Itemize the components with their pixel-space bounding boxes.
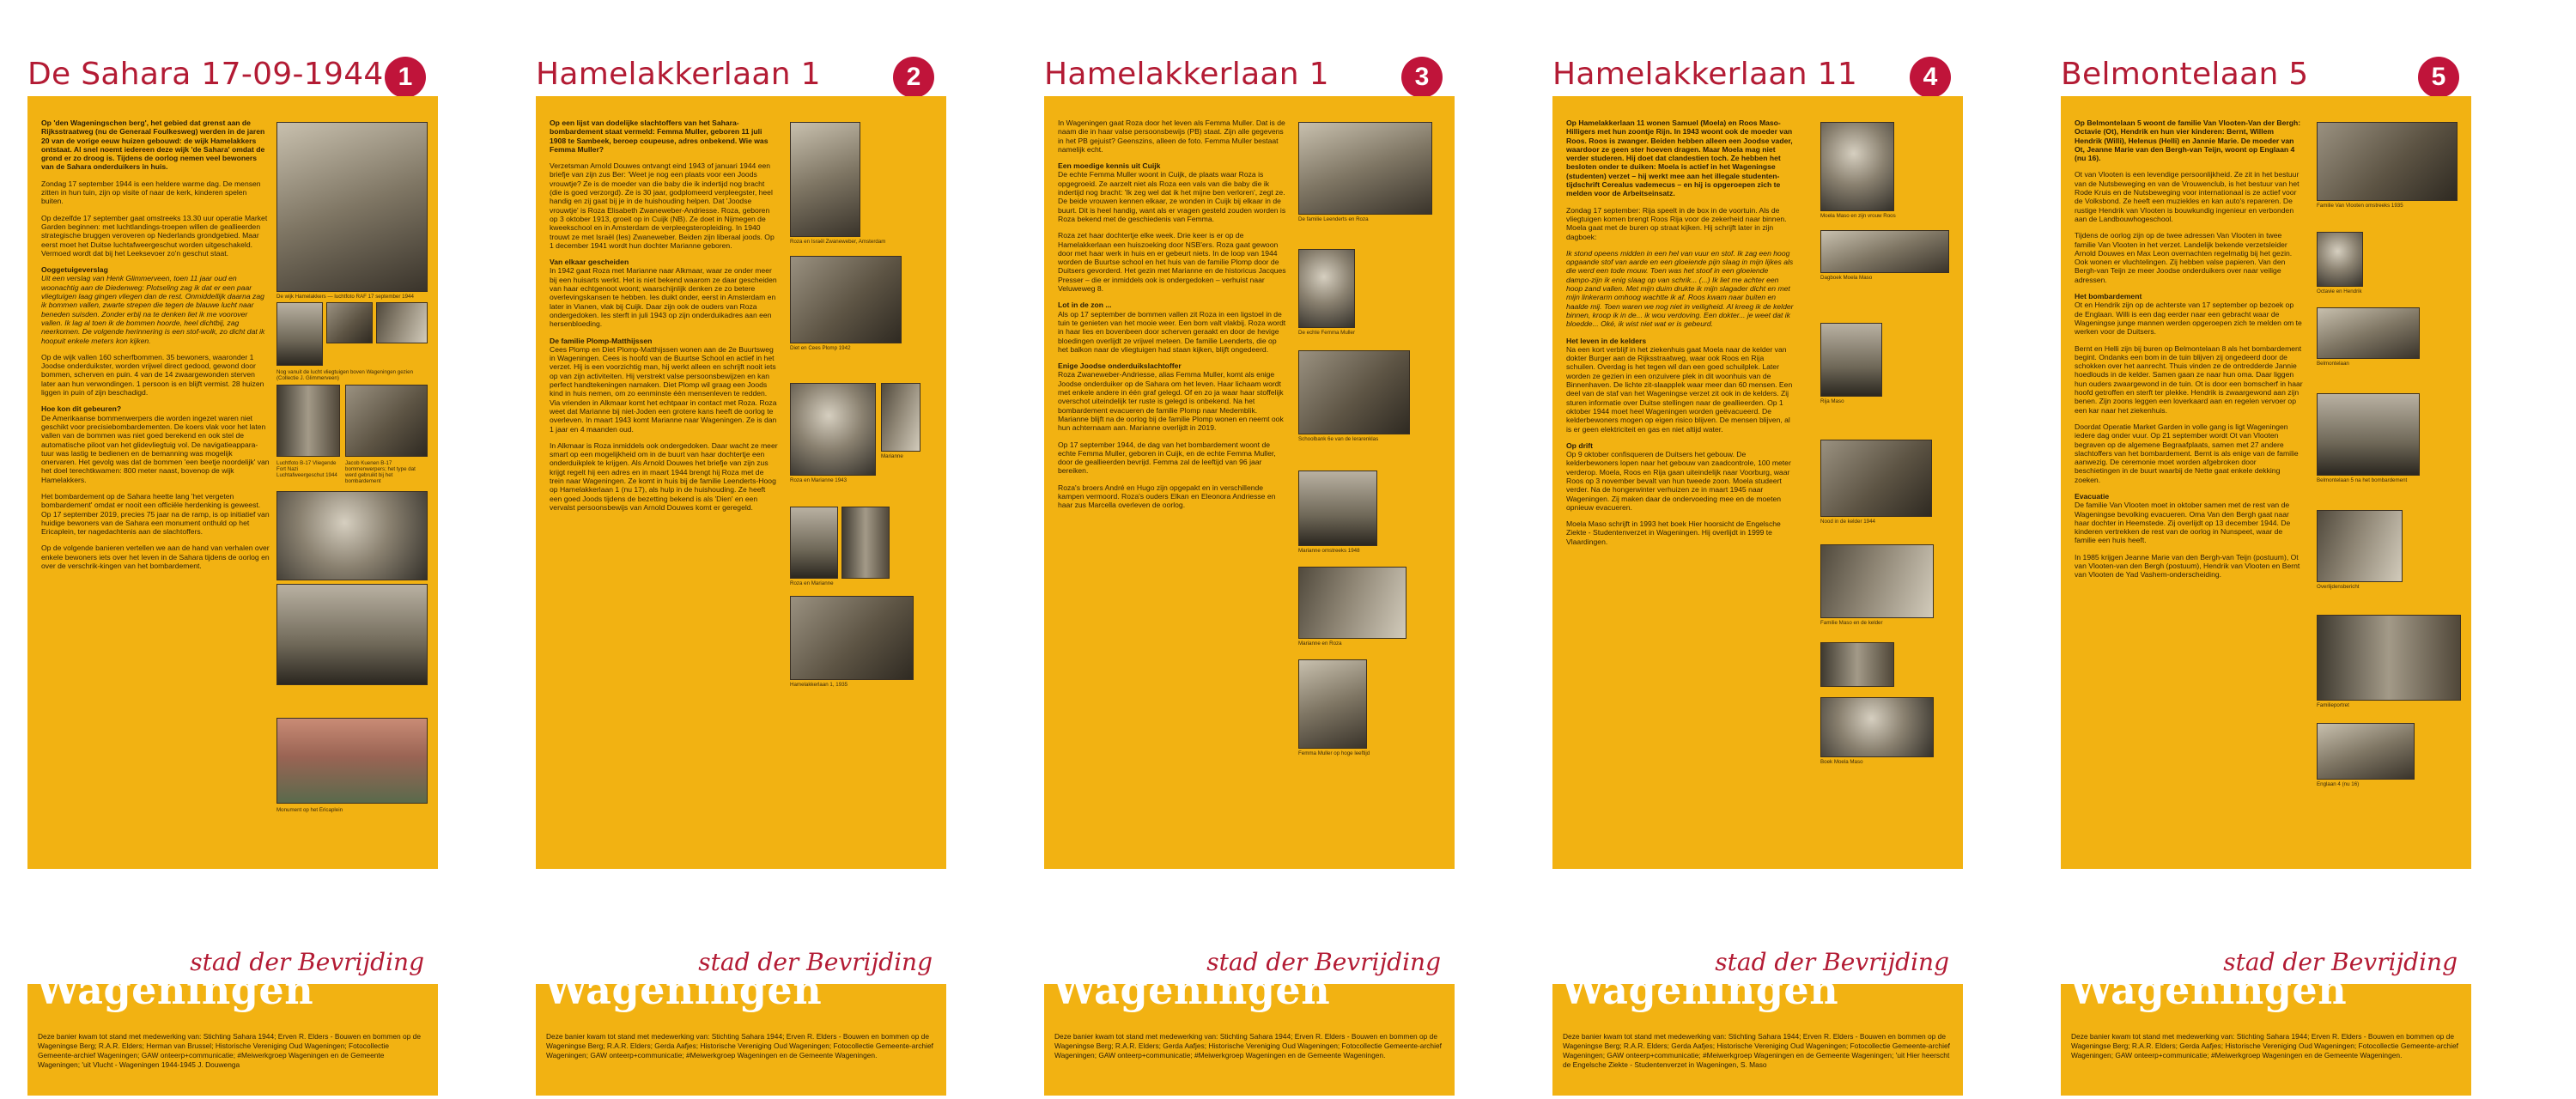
- house-photo: [2317, 723, 2415, 780]
- brand-logo-text: Wageningen: [1561, 967, 1839, 1013]
- couple-photo: [790, 256, 902, 343]
- section-heading: Hoe kon dit gebeuren?: [41, 404, 122, 414]
- paragraph: Doordat Operatie Market Garden in volle gang is ligt Wageningen iedere dag onder vuur. Op 21 september wordt Ot van Vlooten begraven op de algemene Begraafplaats, samen met 27 andere slachtoffers van het bombardement. Bernt is als enige van de familie aanwezig. De ceremonie moet worden afgebroken door beschietingen in de buurt waarbij de Nette gaat enkele dekking zoeken.: [2075, 422, 2299, 484]
- tagline: stad der Bevrijding: [2223, 948, 2458, 976]
- banner-text: [1566, 118, 1795, 857]
- paragraph: Zondag 17 september 1944 is een heldere warme dag. De mensen zitten in hun tuin, zijn op visite of naar de kerk, kinderen spelen buiten.: [41, 179, 261, 206]
- banner-header: [2061, 57, 2471, 100]
- paragraph: De echte Femma Muller woont in Cuijk, de plaats waar Roza is opgegroeid. Ze aarzelt niet als Roza een vals van die baby die ik indertijd nog bracht: 'Ik zeg wel dat ik het mijne ben verloren', zegt ze. De beide vrouwen kennen elkaar, ze wonden in Cuijk bij elkaar in de buurt. Dit is heel handig, want als er vragen gesteld zouden worden is Roza bekend met de geschiedenis van Femma.: [1058, 170, 1286, 223]
- paragraph: Ot van Vlooten is een levendige persoonlijkheid. Ze zit in het bestuur van de Nutsbeweging en van de Vrouwenclub, is het bestuur van het Rode Kruis en de Nutsbeweging voor internationaal is ze actief voor de Volksbond. Ze heeft een muziekles en kan auto's repareren. De rustige Hendrik van Vlooten is bouwkundig ingenieur en verbonden aan de Landbouwhogeschool.: [2075, 170, 2300, 223]
- portrait-photo: [790, 383, 876, 476]
- banner-board: [2061, 96, 2471, 869]
- photo-caption: Belmontelaan 5 na het bombardement: [2317, 477, 2408, 483]
- paragraph: Ik stond opeens midden in een hel van vuur en stof. Ik zag een hoog opgaande stof van aarde en een gloeiende pijn slaag in mijn lijkes als die werd een tode mouw. Toen was het stoof in een gloeiende dampo-zijn ik enig slaag op van schrik... (...) Ik liet me achter een hoop zand vallen. Met mijn duim drukte ik mijn slagader dicht en met mijn linkerarm omhoog wachtte ik af. Roos kwam naar buiten en haalde mij. Toen waren we nog niet in veiligheid. Al kreeg ik de kelder binnen, kroop ik in de... ik wou verdoving. Een dokter... je weet dat ik bloedde... Oké, ik wist niet wat er is gebeurd.: [1566, 248, 1794, 329]
- tagline: stad der Bevrijding: [1206, 948, 1441, 976]
- credits-text: Deze banier kwam tot stand met medewerking van: Stichting Sahara 1944; Erven R. Elders - Bouwen en bommen op de Wageningse Berg; R.A.R. Elders; Gerda Aafjes; Historische Vereniging Oud Wageningen; Fotocollectie Gemeente-archief Wageningen; GAW onteerp+communicatie; #Meiwerkgroep Wageningen en de Gemeente Wageningen.: [546, 1032, 933, 1060]
- aircraft-photo: [276, 385, 340, 457]
- banner-number-badge: 5: [2418, 57, 2459, 98]
- paragraph: Roza's broers André en Hugo zijn opgepakt en in verschillende kampen vermoord. Roza's ouders Elkan en Eleonora Andriesse en haar zus Marcella overleven de oorlog.: [1058, 483, 1276, 510]
- paragraph: Op 9 oktober confisqueren de Duitsers het gebouw. De kelderbewoners lopen naar het gebouw van zaadcontrole, 100 meter verderop. Moela, Roos en Rija gaan uiteindelijk naar Voorburg, waar Roos op 3 november bevalt van hun tweede zoon. Moela studeert verder. Na de hongerwinter verhuizen ze in maart 1945 naar Wageningen. Zij maken daar de ondervoeding mee en de moeten opnieuw evacueren.: [1566, 450, 1791, 512]
- photo-caption: Familieportret: [2317, 702, 2349, 708]
- photo-caption: Roza en Marianne 1943: [790, 477, 848, 483]
- section-heading: Het leven in de kelders: [1566, 336, 1647, 345]
- banner-board: [1044, 96, 1455, 869]
- photo-caption: Marianne omstreeks 1948: [1298, 548, 1360, 554]
- banner-board: [27, 96, 438, 869]
- photo-caption: Moela Maso en zijn vrouw Roos: [1820, 213, 1896, 219]
- paragraph: Als op 17 september de bommen vallen zit Roza in een ligstoel in de tuin te genieten van het mooie weer. Een bom valt vlakbij. Roza wordt in haar lies en bovenbeen door scherven geraakt en door de hevige bloedingen overlijdt ze vrijwel meteen. De familie Leenderts, die op het balkon naar de vliegtuigen had staan kijken, blijft ongedeerd.: [1058, 309, 1286, 354]
- banner-number-badge: 4: [1910, 57, 1951, 98]
- banner-4: [1552, 0, 1963, 1099]
- monument-photo: [276, 718, 428, 804]
- photo-caption: Marianne en Roza: [1298, 641, 1342, 647]
- document-photo: [1820, 230, 1949, 273]
- paragraph: Op dezelfde 17 september gaat omstreeks 13.30 uur operatie Market Garden beginnen: met luchtlandings-troepen willen de geallieerden strategische bruggen veroveren op Nederlands grondgebied. Maar eerst moet het Duitse luchtafweergeschut worden uitgeschakeld. Vermoed wordt dat bij het Leeksevoer zo'n geschut staat.: [41, 213, 268, 258]
- paragraph: In 1942 gaat Roza met Marianne naar Alkmaar, waar ze onder meer bij een huisarts werkt. Het is niet bekend waarom ze daar gescheiden van haar echtgenoot woont; waarschijnlijk denken ze zo betere overlevingskansen te hebben. Ies duikt onder, eerst in Amsterdam en later in Vianen, vlak bij Cuijk. Daar zijn ook de ouders van Roza ondergedoken. Ies sterft in juli 1943 op zijn onderduikadres aan een hersenbloeding.: [550, 266, 777, 329]
- banner-5: [2061, 0, 2471, 1099]
- house-photo: [790, 596, 914, 680]
- house-photo: [2317, 307, 2420, 359]
- child-photo: [1820, 323, 1882, 397]
- tagline: stad der Bevrijding: [1715, 948, 1949, 976]
- brand-logo-text: Wageningen: [2069, 967, 2348, 1013]
- banner-title: Hamelakkerlaan 1: [536, 57, 821, 92]
- paragraph: Op de volgende banieren vertellen we aan de hand van verhalen over enkele bewoners iets over het leven in de Sahara tijdens de oorlog en over de verschrik-kingen van het bombardement.: [41, 543, 270, 571]
- paragraph: Op 17 september 1944, de dag van het bombardement woont de echte Femma Muller, geboren in Cuijk, en de echte Femma Muller, door de geallieerden bevrijd. Femma zal de leeftijd van 96 jaar bereiken.: [1058, 440, 1276, 476]
- lead-paragraph: Op een lijst van dodelijke slachtoffers van het Sahara-bombardement staat vermeld: Femma Muller, geboren 11 juli 1908 te Sambeek, beroep coupeuse, adres onbekend. Wie was Femma Muller?: [550, 118, 769, 154]
- photo-caption: Familie Maso en de kelder: [1820, 620, 1883, 626]
- banner-header: [536, 57, 946, 100]
- banner-title: Belmontelaan 5: [2061, 57, 2309, 92]
- portrait-photo: [1820, 122, 1894, 211]
- family-photo: [2317, 122, 2458, 201]
- photo-caption: Nood in de kelder 1944: [1820, 519, 1875, 525]
- photo-caption: Nog vanuit de lucht vliegtuigen boven Wageningen gezien (Collectie J. Glimmerveen): [276, 369, 414, 381]
- family-photo: [1298, 567, 1406, 639]
- brand-logo-text: Wageningen: [36, 967, 314, 1013]
- tagline: stad der Bevrijding: [698, 948, 933, 976]
- family-photo: [2317, 615, 2461, 701]
- photo-caption: Femma Muller op hoge leeftijd: [1298, 750, 1370, 756]
- banner-number-badge: 2: [893, 57, 934, 98]
- tagline: stad der Bevrijding: [190, 948, 424, 976]
- ruins-photo: [276, 584, 428, 685]
- portrait-photo: [841, 507, 890, 579]
- section-heading: Evacuatie: [2075, 491, 2110, 501]
- lead-paragraph: In Wageningen gaat Roza door het leven als Femma Muller. Dat is de naam die in haar valse persoonsbewijs (PB) staat. Zijn alle gegevens in het PB gejuist? Geenszins, alleen de foto. Femma Muller bestaat namelijk echt.: [1058, 118, 1285, 154]
- building-photo: [1820, 544, 1934, 618]
- portrait-photo: [1298, 659, 1367, 749]
- lead-paragraph: Op Hamelakkerlaan 11 wonen Samuel (Moela) en Roos Maso-Hilligers met hun zoontje Rijn. In 1943 woont ook de moeder van Roos. Roos is zwanger. Beiden hebben alleen een Joodse vader, waardoor ze geen ster hoeven dragen. Maar Moela mag niet verder studeren. Hij doet dat clandestien toch. Ze hebben het besloten onder te duiken: Moela is actief in het Wageningse (studenten) verzet – hij werkt mee aan het illegale studenten-tijdschrift Cerealus vademecus – en hij is opgeroepen zich te melden voor de Arbeitseinsatz.: [1566, 118, 1793, 198]
- group-photo: [1298, 122, 1432, 215]
- photo-caption: Marianne: [881, 453, 903, 459]
- child-photo: [1298, 471, 1377, 546]
- paragraph: Roza zet haar dochtertje elke week. Drie keer is er op de Hamelakkerlaan een huiszoeking door NSB'ers. Roza gaat gewoon door met haar werk in huis en er gebeurt niets. In de loop van 1944 worden de Buurtse school en het huis van de familie Plomp door de Duitsers gevorderd. Het gezin met Marianne en de historicus Jacques Presser – die er inmiddels ook is ondergedoken – verhuist naar Veluweweg 8.: [1058, 231, 1286, 294]
- photo-caption: De echte Femma Muller: [1298, 330, 1356, 336]
- brand-logo-text: Wageningen: [544, 967, 823, 1013]
- section-heading: Op drift: [1566, 440, 1594, 450]
- street-photo: [1820, 697, 1934, 757]
- photo-caption: Schoolbank 6e van de lerarenklas: [1298, 436, 1379, 442]
- ruins-photo: [276, 491, 428, 580]
- photo-caption: Octavie en Hendrik: [2317, 288, 2362, 294]
- lead-paragraph: Op Belmontelaan 5 woont de familie Van Vlooten-Van der Bergh: Octavie (Ot), Hendrik en hun vier kinderen: Bernt, Willem Hendrik (Willi), Helenus (Helli) en Jannie Marie. De moeder van Ot, Jeanne Marie van den Bergh-van Teijn, woont op Englaan 4 (nu 16).: [2075, 118, 2301, 163]
- banner-title: De Sahara 17-09-1944: [27, 57, 384, 92]
- banner-board: [536, 96, 946, 869]
- book-photo: [1820, 642, 1894, 687]
- paragraph: Op de wijk vallen 160 scherfbommen. 35 bewoners, waaronder 1 Joodse onderduikster, worden vrijwel direct gedood, gewond door bommen, scherven en puin. 4 van de 14 zwaargewonden sterven later aan hun verwondingen. 1 persoon is en blijft vermist. 28 huizen liggen in puin of zijn beschadigd.: [41, 352, 264, 398]
- photo-caption: Luchtfoto B-17 Vliegende Fort Nazi Luchtafweergeschut 1944: [276, 460, 337, 478]
- banner-footer: [27, 967, 438, 1096]
- banner-1: [27, 0, 438, 1099]
- credits-text: Deze banier kwam tot stand met medewerking van: Stichting Sahara 1944; Erven R. Elders - Bouwen en bommen op de Wageningse Berg; R.A.R. Elders; Gerda Aafjes; Historische Vereniging Oud Wageningen; Fotocollectie Gemeente-archief Wageningen; GAW onteerp+communicatie; #Meiwerkgroep Wageningen en de Gemeente Wageningen; 'uit Hier heerscht de Engelsche Ziekte - Studentenverzet in Wageningen, S. Maso: [1563, 1032, 1950, 1069]
- banner-number-badge: 3: [1401, 57, 1443, 98]
- school-photo: [1298, 350, 1410, 434]
- document-photo: [2317, 510, 2403, 582]
- section-heading: Enige Joodse onderduikslachtoffer: [1058, 361, 1182, 371]
- banner-3: [1044, 0, 1455, 1099]
- credits-text: Deze banier kwam tot stand met medewerking van: Stichting Sahara 1944; Erven R. Elders - Bouwen en bommen op de Wageningse Berg; R.A.R. Elders; Herman van Brussel; Historische Vereniging Oud Wageningen; Fotocollectie Gemeente-archief Wageningen; GAW onteerp+communicatie; #Meiwerkgroep Wageningen en de Gemeente Wageningen; 'uit Vlucht - Wageningen 1944-1945 J. Douwenga: [38, 1032, 421, 1069]
- credits-text: Deze banier kwam tot stand met medewerking van: Stichting Sahara 1944; Erven R. Elders - Bouwen en bommen op de Wageningse Berg; R.A.R. Elders; Gerda Aafjes; Historische Vereniging Oud Wageningen; Fotocollectie Gemeente-archief Wageningen; GAW onteerp+communicatie; #Meiwerkgroep Wageningen en de Gemeente Wageningen.: [1054, 1032, 1442, 1060]
- banner-header: [1552, 57, 1963, 100]
- credits-text: Deze banier kwam tot stand met medewerking van: Stichting Sahara 1944; Erven R. Elders - Bouwen en bommen op de Wageningse Berg; R.A.R. Elders; Gerda Aafjes; Historische Vereniging Oud Wageningen; Fotocollectie Gemeente-archief Wageningen; GAW onteerp+communicatie; #Meiwerkgroep Wageningen en de Gemeente Wageningen.: [2071, 1032, 2458, 1060]
- banner-footer: [536, 967, 946, 1096]
- section-heading: De familie Plomp-Matthijssen: [550, 336, 653, 345]
- paragraph: In Alkmaar is Roza inmiddels ook ondergedoken. Daar wacht ze meer smart op een mogelijkheid om in de buurt van haar dochtertje een onderduikplek te krijgen. Als Arnold Douwes het briefje van zijn zus krijgt regelt hij een adres en in maart 1944 brengt hij Roza met de trein naar Wageningen. Ze komt in huis bij de familie Leenderts-Hoog op Hamelakkerlaan 1 (nu 17), als hulp in de huishouding. Ze heeft een goed Joods tijdens de bezetting bekend is als 'Dien' en een vervalst persoonsbewijs van Arnold Douwes komt er geregeld.: [550, 440, 778, 512]
- banner-footer: [2061, 967, 2471, 1096]
- photo-caption: Familie Van Vlooten omstreeks 1935: [2317, 203, 2403, 209]
- aerial-photo: [276, 122, 428, 292]
- photo-caption: Boek Moela Maso: [1820, 759, 1863, 765]
- photo-caption: Diet en Cees Plomp 1942: [790, 345, 851, 351]
- photo-caption: De familie Leenderts en Roza: [1298, 216, 1369, 222]
- photo-caption: Roza en Israël Zwaneweber, Amsterdam: [790, 239, 886, 245]
- paragraph: Na een kort verblijf in het ziekenhuis gaat Moela naar de kelder van dokter Burger aan de Rijksstraatweg, waar ook Roos en Rija schuilen. Overdag is het tegen wil dan een goed schuilplek. Later worden ze gezien in een onzuivere plek in dit woonhuis van de Binnenhaven. De lichte zit-slaapplek waar meer dan 60 mensen. Een deel van de staf van het Wageningse verzet zit ook in de kelders. Zij sturen informatie over Duitse stellingen naar de geallieerden. Op 1 oktober 1944 moet heel Wageningen worden geëvacueerd. De kelderbewoners mogen op eigen risico blijven. De mensen blijven, al is er geen elektriciteit en gas en niet altijd water.: [1566, 344, 1793, 434]
- section-heading: Het bombardement: [2075, 292, 2142, 301]
- banner-text: [41, 118, 270, 857]
- photo-caption: Roza en Marianne: [790, 580, 834, 586]
- paragraph: Ot en Hendrik zijn op de achterste van 17 september op bezoek op de Englaan. Willi is een dag eerder naar een gebracht waar de Wageningse junge mannen werden opgeroepen zich te melden om te werken voor de Duitsers.: [2075, 301, 2302, 337]
- planes-photo: [326, 302, 373, 343]
- section-heading: Lot in de zon ...: [1058, 301, 1112, 310]
- paragraph: Tijdens de oorlog zijn op de twee adressen Van Vlooten in twee familie Van Vlooten in het verzet. Landelijk bekende verzetsleider Arnold Douwes en Max Leon overnachten regelmatig bij het gezin. Ook wonen er vluchtelingen. Zij hebben valse papieren. Van den Bergh-van Teijn ze meer Joodse onderduikers over naar veilige adressen.: [2075, 231, 2293, 284]
- photo-caption: Hamelakkerlaan 1, 1935: [790, 682, 848, 688]
- paragraph: Roza Zwaneweber-Andriesse, alias Femma Muller, komt als enige Joodse onderduiker op de Sahara om het leven. Haar lichaam wordt met enkele andere in één graf gelegd. Of en zo ja waar haar stoffelijk overschot uiteindelijk ter ruste is gelegd is onbekend. Na het bombardement evacueren de familie Plomp naar Medemblik. Marianne blijft na de oorlog bij de familie Plomp wonen en neemt ook hun achternaam aan. Marianne overlijdt in 2019.: [1058, 370, 1284, 433]
- paragraph: Moela Maso schrijft in 1993 het boek Hier hoorsicht de Engelsche Ziekte - Studentenverzet in Wageningen. Hij overlijdt in 1999 te Vlaardingen.: [1566, 519, 1781, 546]
- planes-photo: [376, 302, 428, 343]
- paragraph: Zondag 17 september: Rija speelt in de box in de voortuin. Als de vliegtuigen komen brengt Roos Rija voor de zekerheid naar binnen. Moela gaat met de buren op straat kijken. Hij schrijft later in zijn dagboek:: [1566, 205, 1787, 241]
- lead-paragraph: Op 'den Wageningschen berg', het gebied dat grenst aan de Rijksstraatweg (nu de Generaal Foulkesweg) werden in de jaren 20 van de vorige eeuw huizen gebouwd: de wijk Hamelakkers ontstaat. Al snel noemt iedereen deze wijk 'de Sahara' omdat de grond er zo droog is. Tijdens de oorlog nemen veel bewoners van de Sahara onderduikers in huis.: [41, 118, 265, 172]
- paragraph: De familie Van Vlooten moet in oktober samen met de rest van de Wageningse bevolking evacueren. Oma Van den Bergh gaat naar haar dochter in Heemstede. Zij overlijdt op 13 december 1944. De kinderen vertrekken de rest van de oorlog in Nunspeet, waar de familie een huis heeft.: [2075, 501, 2291, 545]
- portrait-photo: [1298, 249, 1355, 328]
- paragraph: Verzetsman Arnold Douwes ontvangt eind 1943 of januari 1944 een briefje van zijn zus Ber: 'Weet je nog een plaats voor een Joods vrouwtje? Ze is de moeder van die baby die ik indertijd nog bracht (die is goed verzorgd). Ze is 30 jaar, godplomeerd verpleegster, heel handig en zij gaat bij je in de huishouding helpen. Dat 'Joodse vrouwtje' is Roza Elisabeth Zwaneweber-Andriesse. Roza, geboren op 3 oktober 1913, groeit op in Cuijk (NB). Ze doet in Nijmegen de kweekschool en in Amsterdam de verpleegsteropleiding. In 1940 trouwt ze met Israël (Ies) Zwaneweber. Beiden zijn liberaal joods. Op 1 december 1941 wordt hun dochter Marianne geboren.: [550, 161, 775, 250]
- banner-number-badge: 1: [385, 57, 426, 98]
- photo-caption: Jacob Kuenen B-17 bommenwerpers; het type dat werd gebruikt bij het bombardement: [345, 460, 416, 484]
- photo-caption: De wijk Hamelakkers — luchtfoto RAF 17 september 1944: [276, 294, 414, 300]
- banner-title: Hamelakkerlaan 1: [1044, 57, 1329, 92]
- paragraph: Cees Plomp en Diet Plomp-Matthijssen wonen aan de 2e Buurtsweg in Wageningen. Cees is hoofd van de Buurtse School en actief in het verzet. Hij is een voorzichtig man, hij werkt alleen en schrijft nooit iets op van zijn activiteiten. Hij verstrekt valse persoonsbewijzen en kan perfect handtekeningen namaken. Diet Plomp wil graag een Joods kind in huis nemen, om zo eenminste één mensenleven te redden. Via vrienden in Alkmaar komt het echtpaar in contact met Roza. Roza weet dat Marianne bij niet-Joden een grotere kans heeft de oorlog te overleven. In maart 1943 komt Marianne naar Wageningen. Ze is dan 1 jaar en 4 maanden oud.: [550, 344, 777, 434]
- photo-caption: Monument op het Ericaplein: [276, 807, 343, 813]
- photo-caption: Belmontelaan: [2317, 361, 2349, 367]
- banner-title: Hamelakkerlaan 11: [1552, 57, 1858, 92]
- portrait-photo: [790, 507, 838, 579]
- section-heading: Van elkaar gescheiden: [550, 258, 629, 267]
- paragraph: De Amerikaanse bommenwerpers die worden ingezet waren niet geschikt voor precisiebombardementen. De koers vlak voor het laten vallen van de bommen was niet goed berekend en ook stel de automatische piloot van het glidevliegtuig vol. De navigatieappara-tuur was lastig te bedienen en de bemanning was mogelijk onervaren. Het gevolg was dat de bommen 'een beetje noordelijk' van het doel terechtkwamen: 800 meter naast, bovenop de wijk Hamelakkers.: [41, 413, 270, 484]
- banner-text: [1058, 118, 1286, 857]
- photo-caption: Dagboek Moela Maso: [1820, 275, 1873, 281]
- photo-caption: Rija Maso: [1820, 398, 1844, 404]
- paragraph: Bernt en Helli zijn bij buren op Belmontelaan 8 als het bombardement begint. Ondanks een bom in de tuin blijven zij ongedeerd door de schokken over het aanrecht. Thuis vinden ze de ontredderde Jannie hoedlouds in de kelder. Samen gaan ze naar hun oma. Daar liggen hun ouders zwaargewond in de tuin. Ot is door een bomscherf in haar hoofd getroffen en sterft ter plekke. Hendrik is zwaargewond aan zijn benen. Zijn zoons leggen een loverkaard aan en regelen vervoer op een kar naar het ziekenhuis.: [2075, 343, 2303, 415]
- house-photo: [2317, 393, 2420, 476]
- paragraph: Het bombardement op de Sahara heette lang 'het vergeten bombardement' omdat er nooit een officiële herdenking is geweest. Op 17 september 2019, precies 75 jaar na de ramp, is op initiatief van huidige bewoners van de Sahara een monument onthuld op het Ericaplein, ter nagedachtenis aan de slachtoffers.: [41, 491, 270, 537]
- photo-caption: Englaan 4 (nu 16): [2317, 781, 2360, 787]
- banner-header: [1044, 57, 1455, 100]
- paragraph: In 1985 krijgen Jeanne Marie van den Bergh-van Teijn (postuum), Ot van Vlooten-van den Bergh (postuum), Hendrik van Vlooten en Bernt van Vlooten de Yad Vashem-onderscheiding.: [2075, 552, 2300, 580]
- couple-photo: [790, 122, 860, 237]
- banner-footer: [1552, 967, 1963, 1096]
- planes-photo: [276, 302, 323, 366]
- paragraph: Uit een verslag van Henk Glimmerveen, toen 11 jaar oud en woonachtig aan de Diedenweg: Plotseling zag ik dat er een paar vliegtuigen laag gingen vliegen dan de rest. Onmiddellijk daarna zag ik bommen vallen, zwarte strepen die tegen de blauwe lucht naar beneden suisden. Zonder erbij na te denken liet ik me voorover vallen. Ik lag al toen ik de bommen hoorde, heel dichtbij, zag neerkomen. De volgende herinnering is een stof-wolk, zo dicht dat ik hoopuit enkele meters kon kijken.: [41, 274, 265, 345]
- banner-text: [2075, 118, 2303, 857]
- photo-caption: Overlijdensbericht: [2317, 584, 2360, 590]
- portrait-photo: [2317, 232, 2363, 287]
- banner-text: [550, 118, 778, 857]
- brand-logo-text: Wageningen: [1053, 967, 1331, 1013]
- crowd-photo: [1820, 440, 1932, 517]
- banner-board: [1552, 96, 1963, 869]
- bomber-photo: [345, 385, 428, 457]
- banner-header: [27, 57, 438, 100]
- child-photo: [881, 383, 920, 452]
- section-heading: Ooggetuigeverslag: [41, 265, 108, 275]
- banner-2: [536, 0, 946, 1099]
- banner-footer: [1044, 967, 1455, 1096]
- section-heading: Een moedige kennis uit Cuijk: [1058, 161, 1161, 171]
